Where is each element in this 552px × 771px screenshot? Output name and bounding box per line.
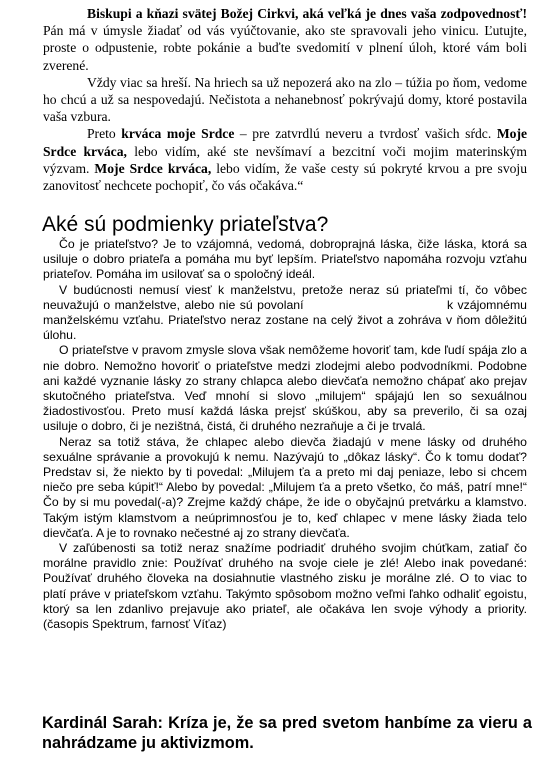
bold-address: Biskupi a kňazi svätej Božej Cirkvi, aká veľká je dnes vaša zodpovednosť! (87, 6, 527, 21)
message-paragraph-2: Vždy viac sa hreší. Na hriech sa už nepozerá ako na zlo – túžia po ňom, vedome ho chcú a už sa nespovedajú. Nečistota a nehanebnosť pokrývajú domy, ktoré postavila vaša vzbura. (43, 74, 527, 125)
message-text-block (43, 5, 527, 194)
article-paragraph: V zaľúbenosti sa totiž neraz snažíme podriadiť druhého svojim chúťkam, zatiaľ čo morálne pravidlo znie: Používať druhého na svoje ciele je zlé! Alebo inak povedané: Používať druhého človeka na dosiahnutie vlastného zisku je morálne zlé. O to viac to platí práve v priateľskom vzťahu. Takýmto spôsobom možno veľmi ľahko odhaliť egoistu, ktorý sa len zdanlivo prejavuje ako priateľ, ale očakáva len svoje výhody a priority. (časopis Spektrum, farnosť Víťaz) (43, 541, 527, 632)
message-paragraph-1: Biskupi a kňazi svätej Božej Cirkvi, aká veľká je dnes vaša zodpovednosť! Pán má v úmysle žiadať od vás vyúčtovanie, ako ste spravovali jeho vinicu. Ľutujte, proste o odpustenie, robte pokánie a buďte svedomití v plnení úloh, ktoré vám boli zverené. (43, 6, 527, 73)
section-heading: Aké sú podmienky priateľstva? (42, 213, 329, 236)
article-paragraph: Neraz sa totiž stáva, že chlapec alebo dievča žiadajú v mene lásky od druhého sexuálne správanie a provokujú k nemu. Nazývajú to „dôkaz lásky“. Čo k tomu dodať? Predstav si, že niekto by ti povedal: „Milujem ťa a preto mi daj peniaze, lebo si chcem niečo pre seba kúpiť!“ Alebo by povedal: „Milujem ťa a preto všetko, čo máš, patrí mne!“ Čo by si mu povedal(-a)? Zrejme každý chápe, že ide o obyčajnú pretvárku a klamstvo. Takým istým klamstvom a neúprimnosťou je to, keď chlapec v mene lásky žiada telo dievčaťa. A je to rovnako nečestné aj zo strany dievčaťa. (43, 434, 527, 540)
message-paragraph-3: Preto krváca moje Srdce – pre zatvrdlú neveru a tvrdosť vašich sŕdc. Moje Srdce krváca, lebo vidím, aké ste nevšímaví a bezcitní voči mojim materinským výzvam. Moje Srdce krváca, lebo vidím, že vaše cesty sú pokryté krvou a pre svoju zanovitosť nechcete pochopiť, čo vás očakáva.“ (43, 126, 528, 194)
next-article-title: Kardinál Sarah: Kríza je, že sa pred svetom hanbíme za vieru a nahrádzame ju aktivizmom. (42, 714, 532, 752)
article-paragraph: V budúcnosti nemusí viesť k manželstvu, pretože neraz sú priateľmi tí, čo vôbec neuvažujú o manželstve, alebo nie sú povolaní k vzájomnému manželskému vzťahu. Priateľstvo neraz zostane na celý život a zohráva v ňom dôležitú úlohu. (43, 282, 531, 343)
article-body (43, 237, 531, 632)
article-paragraph: O priateľstve v pravom zmysle slova však nemôžeme hovoriť tam, kde ľudí spája zlo a nie dobro. Nemožno hovoriť o priateľstve medzi zlodejmi alebo podvodníkmi. Podobne ani každé vyznanie lásky zo strany chlapca alebo dievčaťa nemožno chápať ako prejav skutočného priateľstva. Veď mnohí si slovo „milujem“ spájajú len so sexuálnou žiadostivosťou. Preto musí každá láska prejsť skúškou, aby sa preverilo, či sa ozaj usiluje o dobro, či je nezištná, čistá, či druhého nezraňuje a či je trvalá. (43, 343, 527, 434)
article-paragraph: Čo je priateľstvo? Je to vzájomná, vedomá, dobroprajná láska, čiže láska, ktorá sa usiluje o dobro priateľa a pomáha mu byť lepším. Priateľstvo napomáha rozvoju vzťahu priateľov. Pomáha im usilovať sa o spoločný ideál. (43, 237, 527, 282)
